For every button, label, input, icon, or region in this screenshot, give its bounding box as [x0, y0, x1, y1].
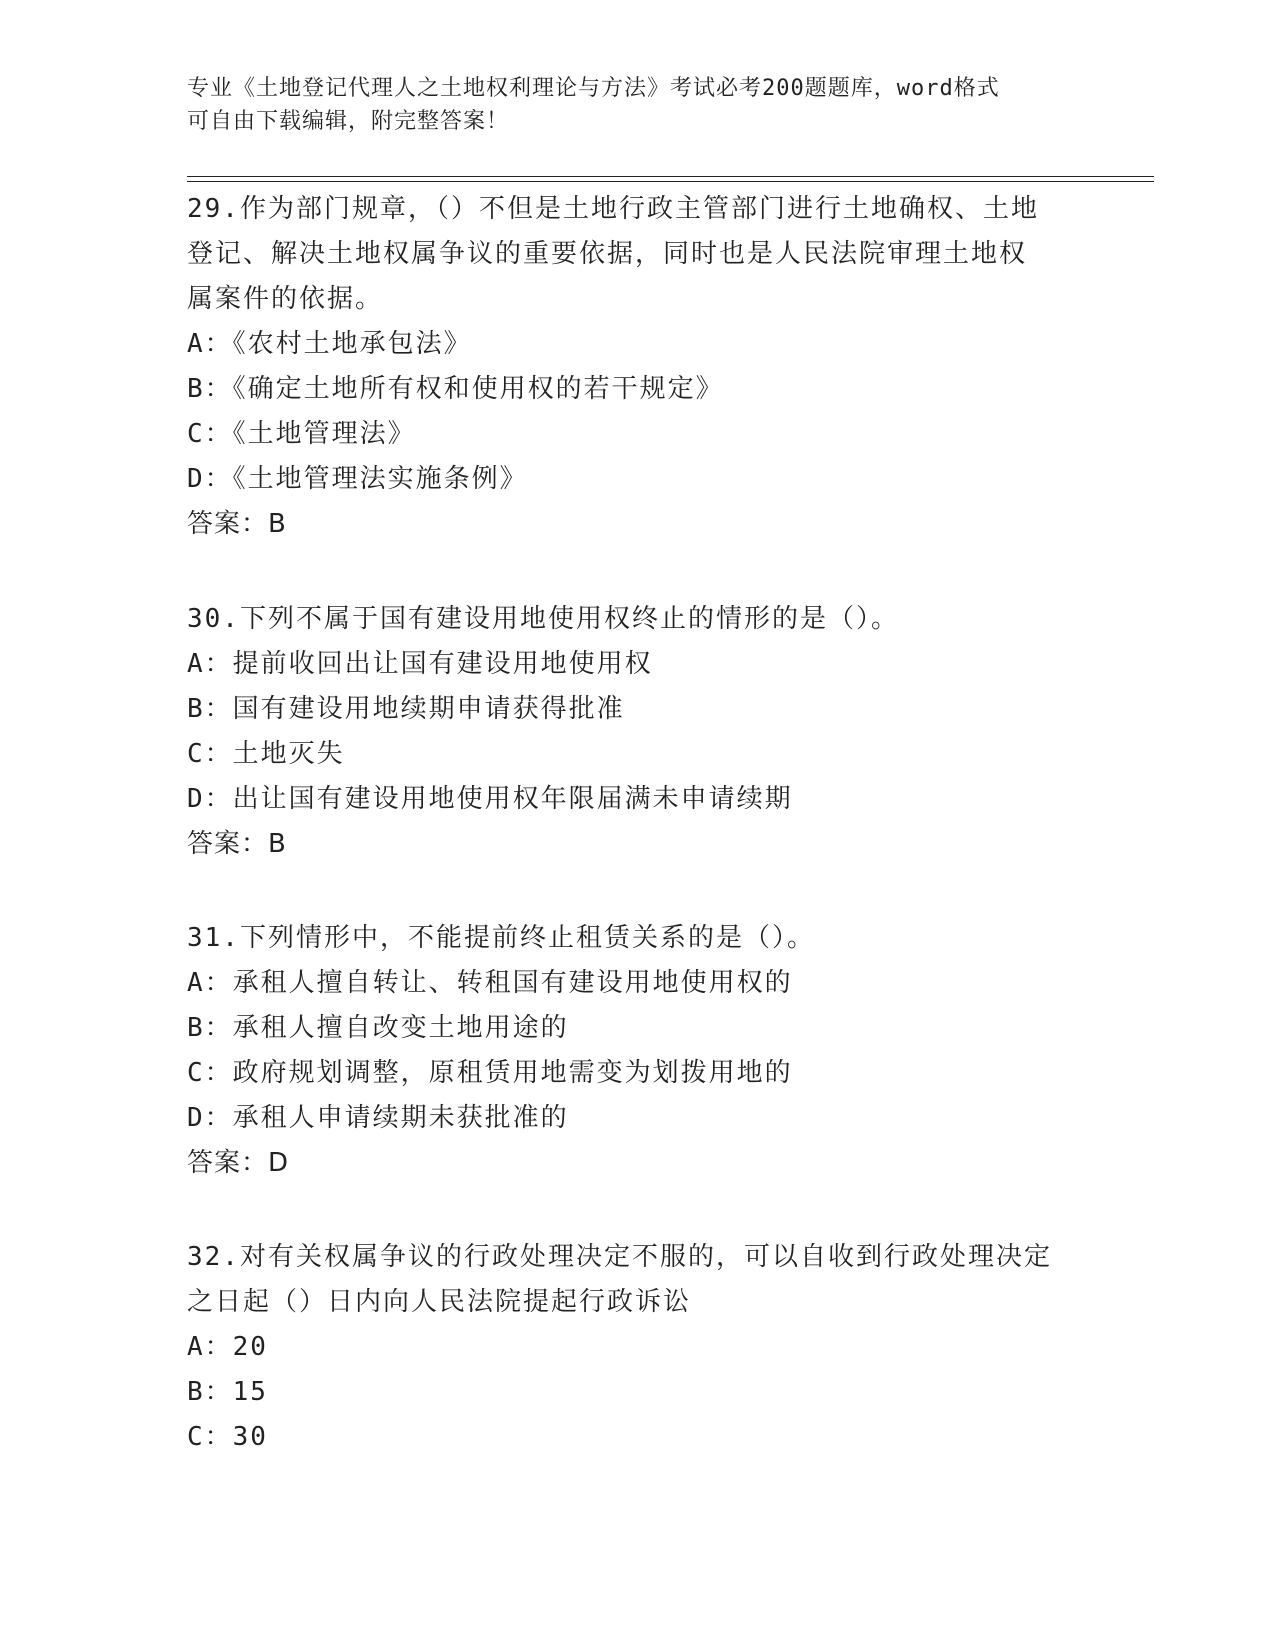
- option-b: B：承租人擅自改变土地用途的: [187, 1013, 569, 1043]
- answer: 答案：B: [187, 829, 287, 859]
- option-c: C：政府规划调整，原租赁用地需变为划拨用地的: [187, 1058, 793, 1088]
- option-c: C：30: [187, 1422, 268, 1452]
- option-c: C：土地灭失: [187, 739, 345, 769]
- question-stem-line: 32.对有关权属争议的行政处理决定不服的，可以自收到行政处理决定: [187, 1242, 1052, 1272]
- document-header: [187, 72, 1067, 138]
- option-a: A：《农村土地承包法》: [187, 329, 472, 359]
- header-line-1: 专业《土地登记代理人之土地权利理论与方法》考试必考200题题库，word格式: [187, 76, 1000, 101]
- option-a: A：提前收回出让国有建设用地使用权: [187, 649, 653, 679]
- option-a: A：承租人擅自转让、转租国有建设用地使用权的: [187, 968, 793, 998]
- question-stem-line: 30.下列不属于国有建设用地使用权终止的情形的是（）。: [187, 604, 899, 634]
- answer: 答案：D: [187, 1148, 290, 1178]
- question-30: [187, 597, 1087, 867]
- question-32: [187, 1235, 1087, 1460]
- option-d: D：出让国有建设用地使用权年限届满未申请续期: [187, 784, 793, 814]
- header-divider-bottom: [187, 181, 1154, 182]
- option-b: B：《确定土地所有权和使用权的若干规定》: [187, 374, 724, 404]
- option-b: B：国有建设用地续期申请获得批准: [187, 694, 625, 724]
- question-stem-line: 属案件的依据。: [187, 284, 384, 314]
- header-divider-top: [187, 176, 1154, 177]
- answer: 答案：B: [187, 509, 287, 539]
- question-stem-line: 登记、解决土地权属争议的重要依据，同时也是人民法院审理土地权: [187, 239, 1028, 269]
- question-stem-line: 31.下列情形中，不能提前终止租赁关系的是（）。: [187, 923, 815, 953]
- option-d: D：《土地管理法实施条例》: [187, 464, 528, 494]
- option-c: C：《土地管理法》: [187, 419, 416, 449]
- option-a: A：20: [187, 1332, 268, 1362]
- question-31: [187, 916, 1087, 1186]
- question-stem-line: 29.作为部门规章，（）不但是土地行政主管部门进行土地确权、土地: [187, 194, 1039, 224]
- header-line-2: 可自由下载编辑，附完整答案！: [187, 109, 510, 134]
- question-29: [187, 187, 1087, 547]
- question-stem-line: 之日起（）日内向人民法院提起行政诉讼: [187, 1287, 692, 1317]
- option-b: B：15: [187, 1377, 268, 1407]
- option-d: D：承租人申请续期未获批准的: [187, 1103, 569, 1133]
